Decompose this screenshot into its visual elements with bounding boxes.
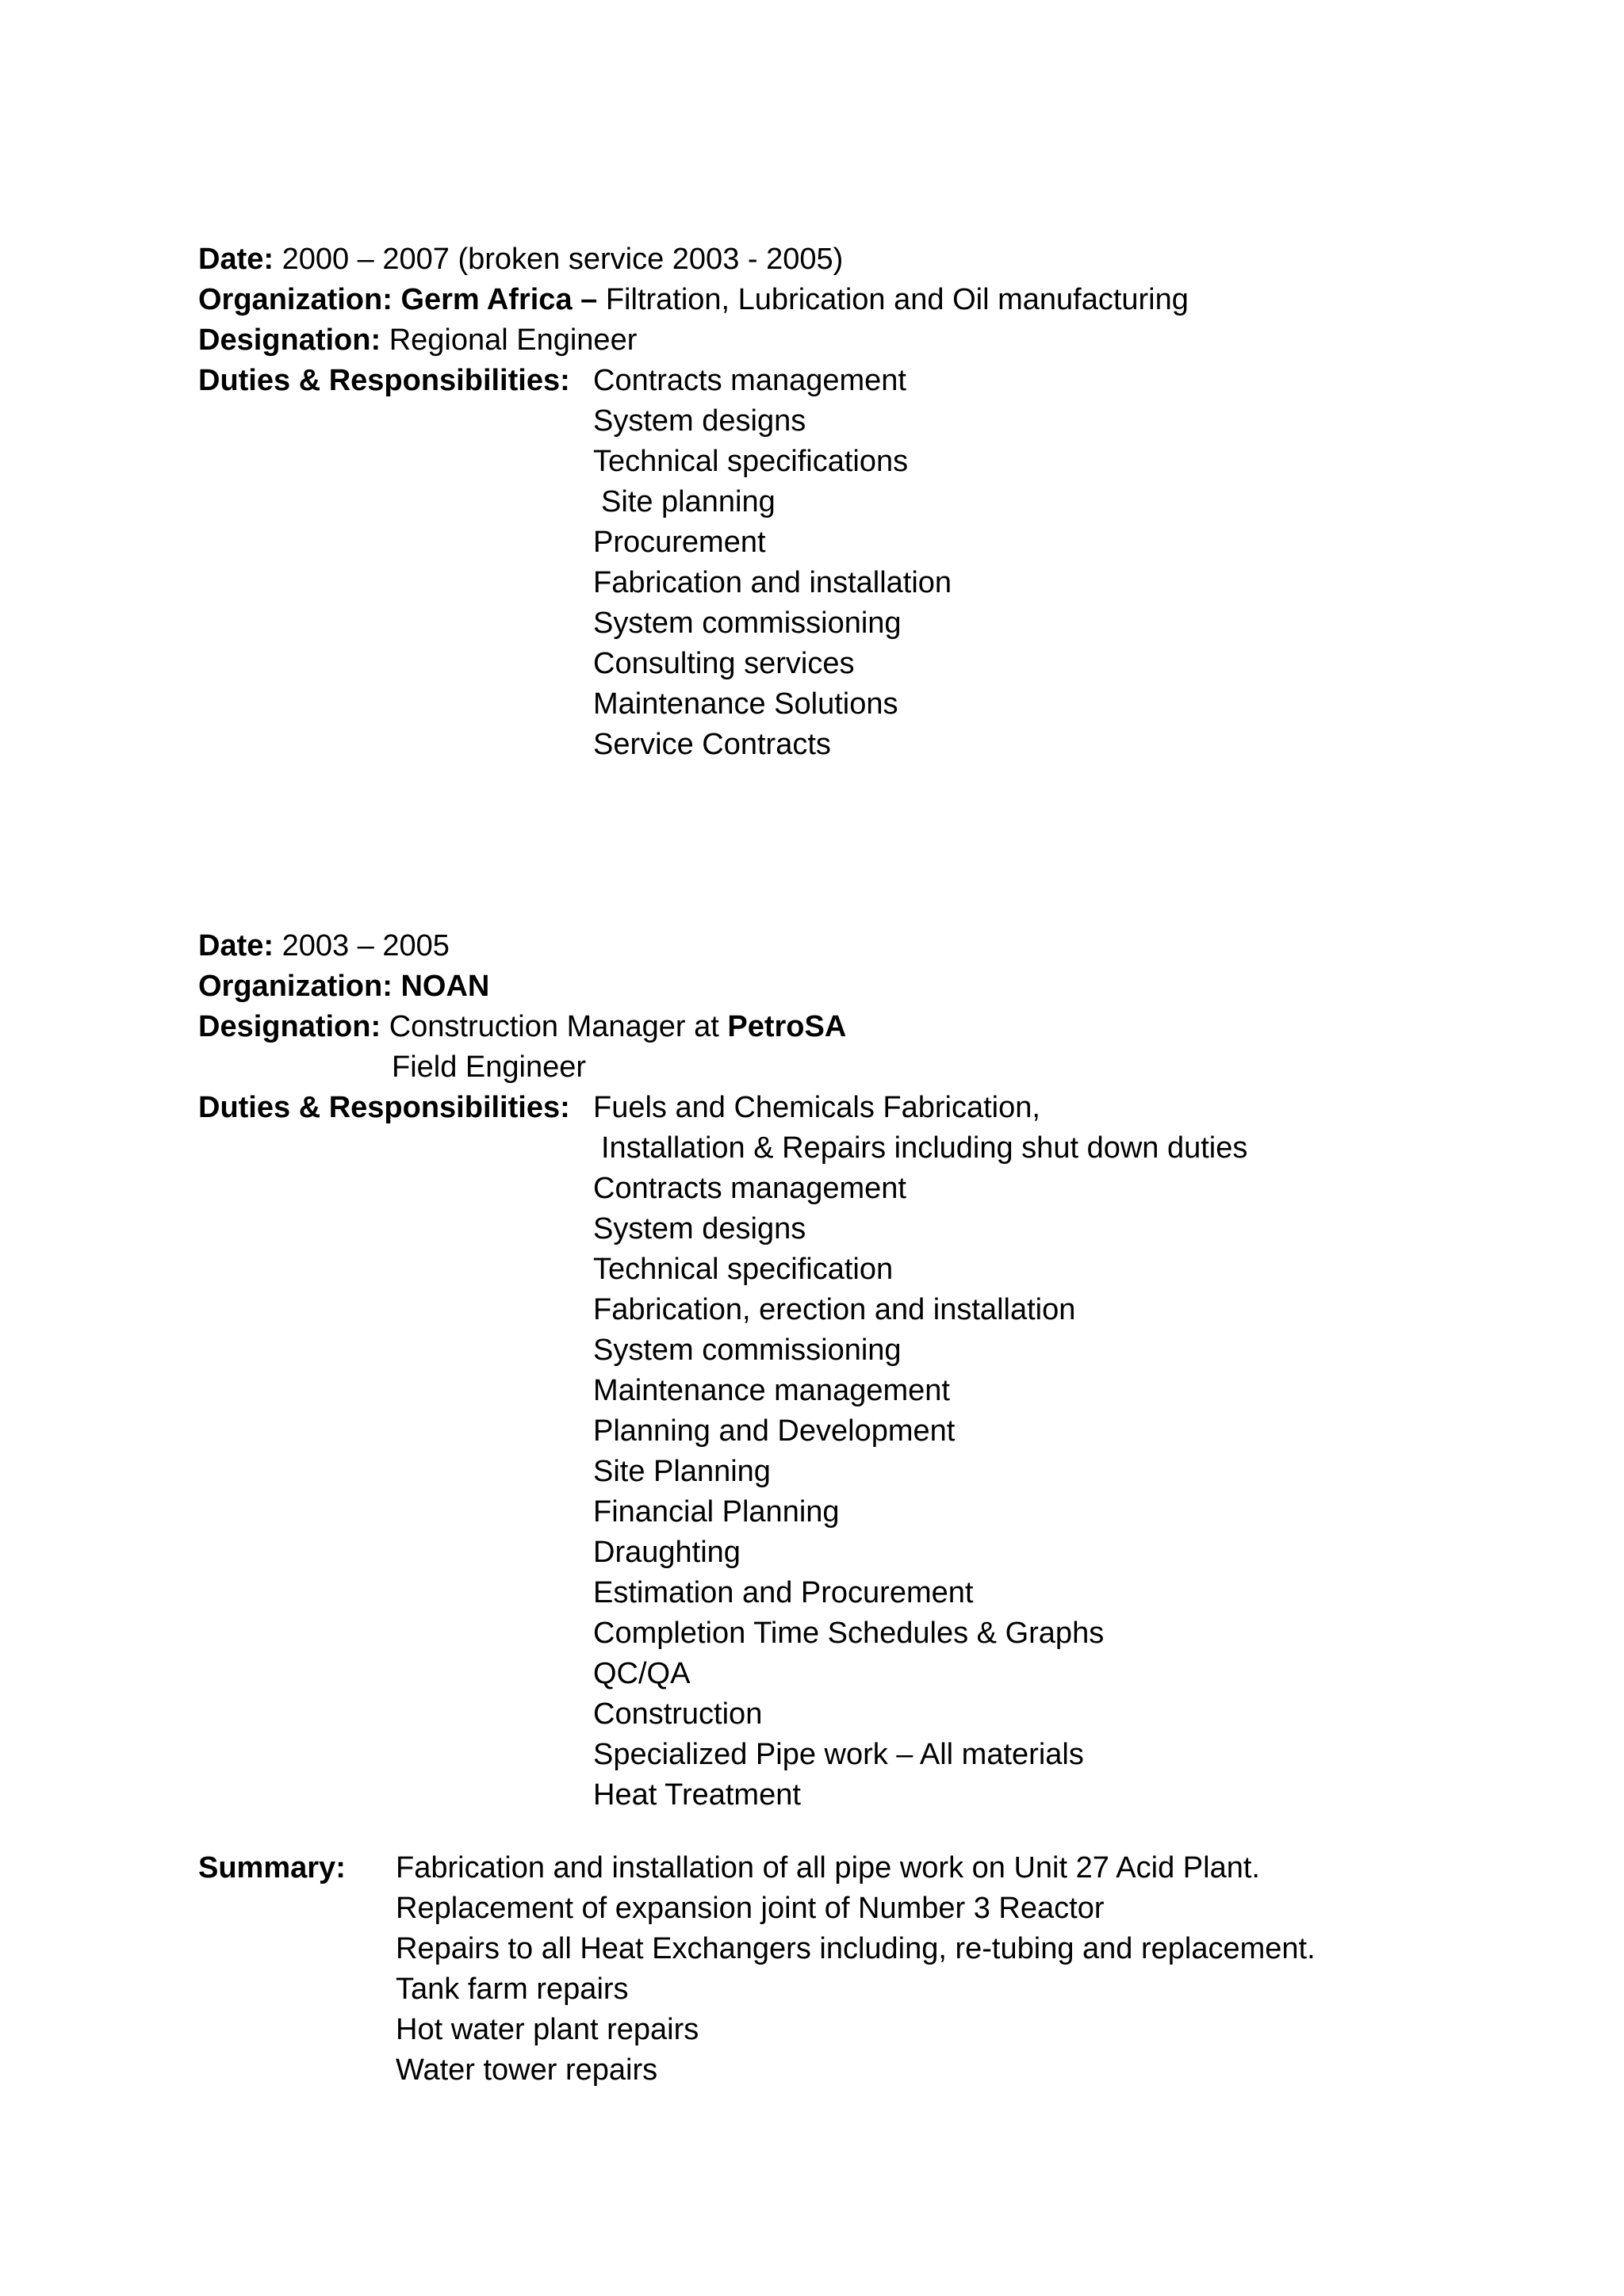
s2-duty-item: Financial Planning xyxy=(593,1495,840,1529)
s1-date-line xyxy=(198,239,843,279)
s2-duty-item: Installation & Repairs including shut down duties xyxy=(601,1131,1248,1165)
s1-duty-item: Fabrication and installation xyxy=(593,566,952,599)
s2-duty-item: Fabrication, erection and installation xyxy=(593,1293,1076,1326)
s2-designation-value: Construction Manager at xyxy=(389,1010,719,1043)
s1-organization-name: Germ Africa – xyxy=(400,283,598,316)
s2-duty-item: Contracts management xyxy=(593,1172,906,1205)
s1-duties-label: Duties & Responsibilities: xyxy=(198,364,570,397)
summary-item: Water tower repairs xyxy=(396,2053,658,2087)
s2-designation-company: PetroSA xyxy=(727,1010,847,1043)
s1-date-value: 2000 – 2007 (broken service 2003 - 2005) xyxy=(282,243,844,276)
s1-designation-label: Designation: xyxy=(198,323,381,357)
s2-date-line xyxy=(198,926,450,966)
s2-duty-item: Estimation and Procurement xyxy=(593,1576,974,1609)
s2-duty-item: Technical specification xyxy=(593,1253,894,1286)
summary-item: Fabrication and installation of all pipe work on Unit 27 Acid Plant. xyxy=(396,1851,1260,1885)
summary-label: Summary: xyxy=(198,1851,346,1885)
s1-duty-item: Technical specifications xyxy=(593,445,909,478)
s2-date-label: Date: xyxy=(198,929,274,962)
s2-duty-item: System commissioning xyxy=(593,1334,902,1367)
s1-date-label: Date: xyxy=(198,243,274,276)
s1-duty-item: System designs xyxy=(593,404,806,438)
s2-duty-item: Maintenance management xyxy=(593,1374,950,1407)
s2-duty-item: Draughting xyxy=(593,1536,741,1569)
summary-item: Repairs to all Heat Exchangers including, re-tubing and replacement. xyxy=(396,1932,1316,1965)
s1-duty-item: Service Contracts xyxy=(593,728,831,761)
s2-organization-label: Organization: xyxy=(198,970,393,1003)
s2-duty-item: QC/QA xyxy=(593,1657,691,1690)
summary-item: Replacement of expansion joint of Number 3 Reactor xyxy=(396,1892,1105,1925)
summary-item: Tank farm repairs xyxy=(396,1973,629,2006)
s2-duty-item: Construction xyxy=(593,1697,763,1731)
s1-duty-item: Contracts management xyxy=(593,364,906,397)
s2-duties-label: Duties & Responsibilities: xyxy=(198,1091,570,1124)
s1-designation-line xyxy=(198,320,637,360)
s2-duty-item: Planning and Development xyxy=(593,1414,956,1448)
s2-duty-item: Heat Treatment xyxy=(593,1778,801,1812)
s1-organization-label: Organization: xyxy=(198,283,393,316)
s1-organization-line xyxy=(198,280,1189,320)
s2-designation-label: Designation: xyxy=(198,1010,381,1043)
s2-organization-line xyxy=(198,966,489,1006)
s2-duty-item: Fuels and Chemicals Fabrication, xyxy=(593,1091,1040,1124)
s2-duty-item: System designs xyxy=(593,1212,806,1246)
s1-designation-value: Regional Engineer xyxy=(389,323,638,357)
summary-item: Hot water plant repairs xyxy=(396,2013,699,2046)
s2-designation-line xyxy=(198,1007,846,1047)
s1-duty-item: Maintenance Solutions xyxy=(593,687,898,721)
s2-date-value: 2003 – 2005 xyxy=(282,929,450,962)
s2-organization-name: NOAN xyxy=(400,970,490,1003)
s1-duty-item: Site planning xyxy=(601,485,776,519)
s1-duty-item: System commissioning xyxy=(593,607,902,640)
s2-duty-item: Completion Time Schedules & Graphs xyxy=(593,1617,1105,1650)
s1-duty-item: Procurement xyxy=(593,526,766,559)
s1-organization-desc: Filtration, Lubrication and Oil manufacturing xyxy=(605,283,1189,316)
s1-duty-item: Consulting services xyxy=(593,647,855,680)
s2-designation-value-2: Field Engineer xyxy=(392,1050,587,1084)
s2-duty-item: Site Planning xyxy=(593,1455,771,1488)
s2-duty-item: Specialized Pipe work – All materials xyxy=(593,1738,1084,1771)
